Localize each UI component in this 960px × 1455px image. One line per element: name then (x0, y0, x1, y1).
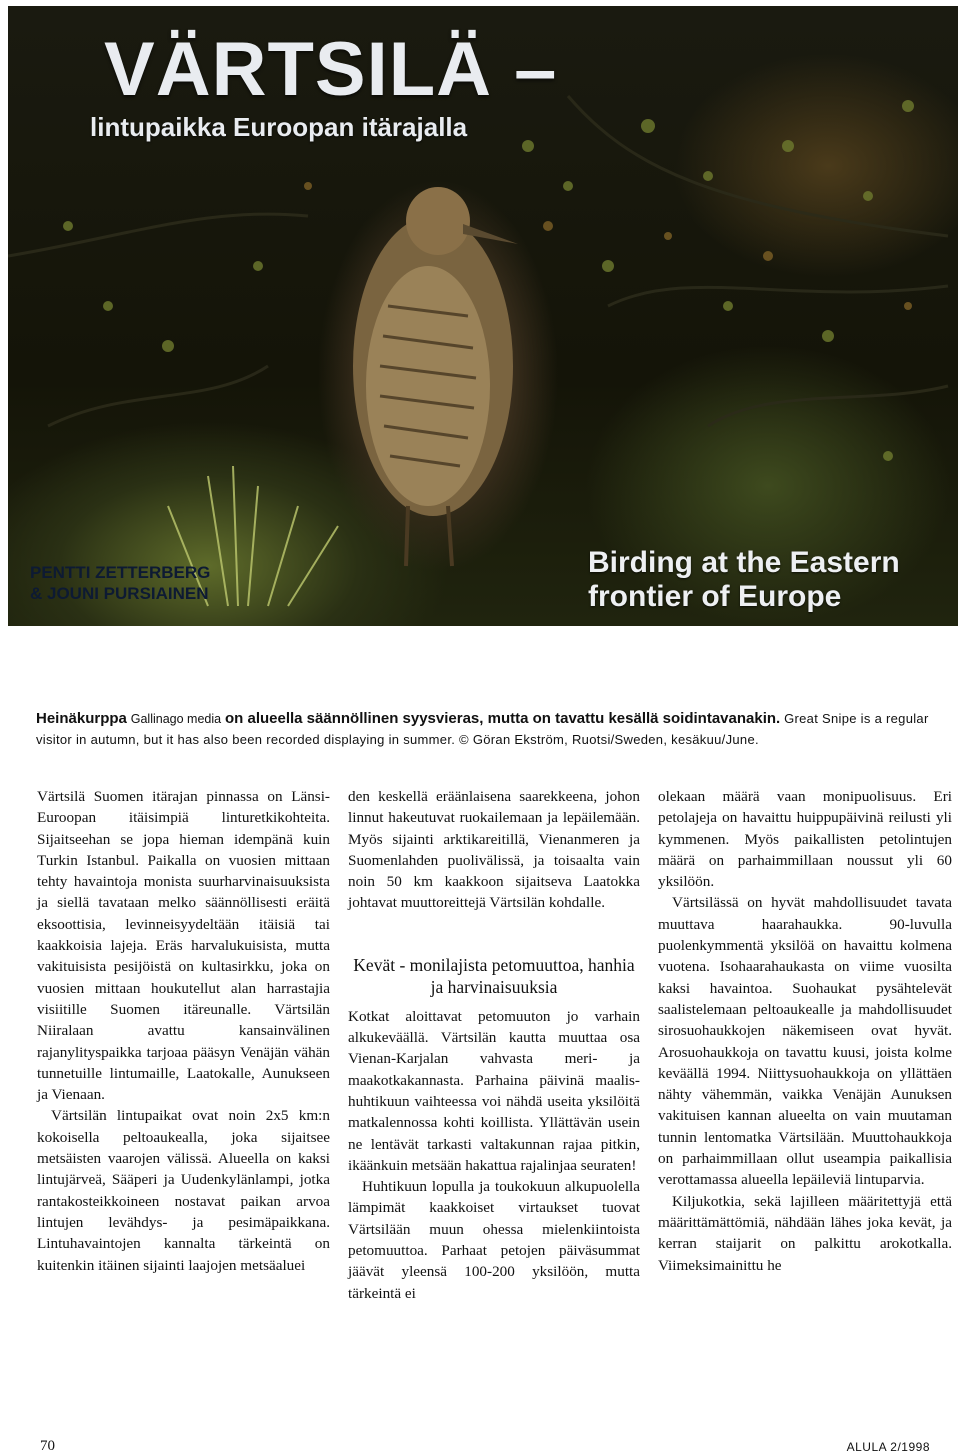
body-paragraph: Kiljukotkia, sekä lajilleen määritettyjä että määrittämättömiä, nähdään lähes joka kevät, ja kerran staijarit on palkittu arokotkalla. Viimeksimainittu he (658, 1192, 952, 1274)
author-line: PENTTI ZETTERBERG (30, 563, 211, 582)
caption-species: Heinäkurppa (36, 710, 127, 727)
section-heading: Kevät - monilajista petomuuttoa, hanhia ja harvinaisuuksia (353, 954, 635, 997)
body-paragraph: Huhtikuun lopulla ja toukokuun alkupuolella lämpimät kaakkoiset virtaukset tuovat Värtsilään muun ohessa mielenkiintoista petomuuttoa. Parhaat petojen päiväsummat jäävät yleensä 100-200 yksilöön, mutta tärkeintä ei (348, 1178, 640, 1302)
body-paragraph: den keskellä eräänlaisena saarekkeena, johon linnut hakeutuvat ruokailemaan ja lepäilemään. Myös sijainti arktikareitillä, Vienanmeren ja Suomenlahden puolivälissä, ja toisaalta vain noin 50 km kaakkoon sijaitseva Laatokka johtavat muuttoreittejä Värtsilän kohdalle. (348, 788, 640, 912)
page-number: 70 (40, 1438, 55, 1454)
article-title: VÄRTSILÄ – (104, 27, 558, 112)
body-paragraph: Värtsilän lintupaikat ovat noin 2x5 km:n kokoisella peltoaukealla, joka sijaitsee metsäisten vaarojen välissä. Alueella on kaksi lintujärveä, Sääperi ja Uudenkylänlampi, jotka rantakosteikkoineen nostavat paikan arvoa lintujen levähdys- ja pesimäpaikkana. Lintuhavaintojen kannalta tärkeintä on kuitenkin itäinen sijainti laajojen metsäaluei (37, 1107, 330, 1274)
english-title (588, 546, 900, 614)
photo-caption (36, 708, 936, 750)
great-snipe-bird (353, 187, 518, 566)
body-paragraph: Kotkat aloittavat petomuuton jo varhain alkukeväällä. Värtsilän kautta muuttaa osa Vienan-Karjalan vahvasta meri- ja maakotkakannasta. Parhaina päivinä maalis-huhtikuun vaihteessa voi nähdä useita yksilöitä matkalennossa kohti koillista. Yllättävän usein ne lentävät tarkasti valtakunnan rajaa pitkin, ikäänkuin metsään hakattua rajalinjaa seuraten! (348, 1007, 640, 1174)
body-paragraph: Värtsilässä on hyvät mahdollisuudet tavata muuttava haarahaukka. 90-luvulla puolenkymmentä yksilöä on havaittu kolmena vuotena. Isohaarahaukasta on viime vuosilta kaksi havaintoa. Suohaukat pysähtelevät saalistelemaan peltoaukealle ja mahdollisuudet sirosuohaukkojen näkemiseen ovat hyvät. Arosuohaukkoja on tavattu kuusi, joista kolme keväällä 1994. Niittysuohaukkoja on yllättäen nähty vähemmän, vaikka Venäjän Aunuksen vakituisen kannan alueelta on vain muutaman tunnin lentomatka Värtsilään. Muuttohaukkoja on parhaimmillaan ollut useampia paikallisia verottamassa alueella lepäileviä lintuparvia. (658, 894, 952, 1189)
caption-finnish: on alueella säännöllinen syysvieras, mutta on tavattu kesällä soidintavanakin. (224, 710, 781, 727)
authors (30, 562, 210, 604)
column-2 (348, 786, 640, 1304)
article-subtitle: lintupaikka Euroopan itärajalla (90, 112, 468, 142)
body-paragraph: Värtsilä Suomen itärajan pinnassa on Länsi-Euroopan itäisimpiä linturetkikohteita. Sijaitseehan se jopa hieman idempänä kuin Turkin Istanbul. Paikalla on vuosien mittaan tehty havaintoja monista suurharvinaisuuksista ja siellä tavataan melko säännöllisesti eräitä eksoottisia, levinneisyydeltään itäisiä tai kaakkoisia lajeja. Eräs harvalukuisista, mutta vakituisista pesijöistä on kultasirkku, joka on vuosien mittaan houkutellut alan harrastajia visiitille Suomen itäreunalle. Värtsilän Niiralaan avattu kansainvälinen rajanylityspaikka tarjoaa pääsyn Venäjän vähän tunnetuille lintumaille, Laatokalle, Aunukseen ja Vienaan. (37, 788, 330, 1104)
magazine-issue: ALULA 2/1998 (846, 1440, 930, 1454)
author-line: & JOUNI PURSIAINEN (30, 584, 209, 603)
caption-latin-name: Gallinago media (130, 712, 222, 726)
english-title-line: frontier of Europe (588, 580, 842, 613)
cover-photo (8, 6, 958, 626)
column-1 (37, 786, 330, 1276)
caption-english: Great Snipe is a regular visitor in autumn, but it has also been recorded displaying in summer. © Göran Ekström, Ruotsi/Sweden, kesäkuu/June. (36, 711, 929, 747)
body-paragraph: olekaan määrä vaan monipuolisuus. Eri petolajeja on havaittu huippupäivinä reilusti yli kymmenen. Myös paikallisten petolintujen määrä on parhaimmillaan noussut yli 60 yksilöön. (658, 788, 952, 891)
column-3 (658, 786, 952, 1276)
english-title-line: Birding at the Eastern (588, 546, 900, 579)
